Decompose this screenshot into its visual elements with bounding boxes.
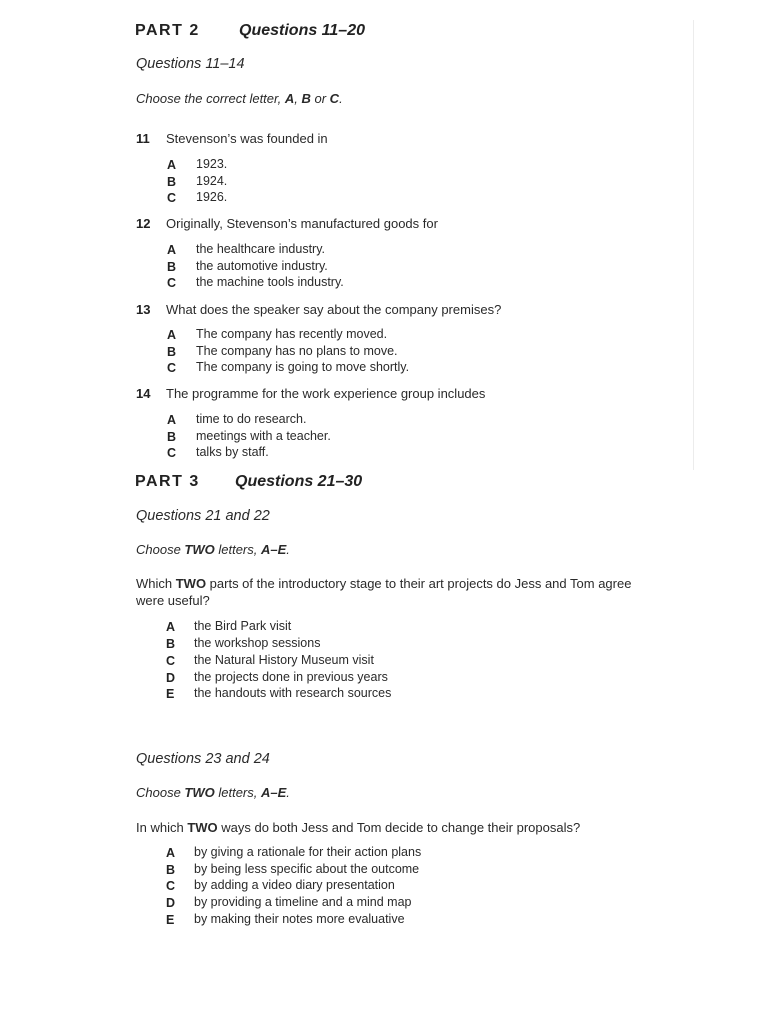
group-instruction [136,785,290,800]
instruction-text: Choose [136,542,185,557]
option-text: the healthcare industry. [196,242,326,256]
instruction-text: Choose the correct letter, [136,91,285,106]
instruction-bold: A–E [261,785,287,800]
stem-text: parts of the introductory stage to their art projects do Jess and Tom agree were useful? [136,576,632,608]
instruction-comma: , [294,91,302,106]
instruction-bold: TWO [184,542,215,557]
option-row[interactable] [166,894,412,911]
option-letter: A [166,620,176,634]
option-letter: A [166,846,176,860]
instruction-or: or [310,91,330,106]
option-letter: C [167,446,177,460]
question-text: The programme for the work experience group includes [166,386,486,401]
option-row[interactable] [167,359,410,376]
option-letter: B [167,175,177,189]
group-heading: Questions 23 and 24 [136,751,270,767]
part3-range: Questions 21–30 [235,473,363,490]
option-row[interactable] [166,652,374,669]
option-letter: A [167,243,177,257]
instruction-letter-a: A [284,91,295,106]
option-text: 1926. [196,190,228,204]
option-row[interactable] [166,844,422,861]
question-text: Originally, Stevenson’s manufactured goods for [166,216,438,231]
question-number: 14 [136,386,151,401]
option-text: the automotive industry. [196,259,328,273]
instruction-letter-b: B [301,91,311,106]
option-row[interactable] [166,685,392,702]
stem-text: ways do both Jess and Tom decide to change their proposals? [217,820,581,835]
question-number: 12 [136,216,151,231]
option-row[interactable] [167,241,326,258]
option-text: the Bird Park visit [194,619,292,633]
question-number: 13 [136,302,151,317]
stem-text: Which [136,576,176,591]
option-letter: C [166,654,176,668]
option-row[interactable] [167,189,228,206]
option-text: the handouts with research sources [194,686,392,700]
instruction-text: Choose [136,785,185,800]
option-text: The company has no plans to move. [196,344,398,358]
option-row[interactable] [167,428,331,445]
option-letter: D [166,896,176,910]
option-text: talks by staff. [196,445,269,459]
part2-range: Questions 11–20 [239,22,365,39]
option-letter: A [167,328,177,342]
part2-label: PART 2 [135,22,200,39]
instruction-text: letters, [214,785,261,800]
option-row[interactable] [167,258,328,275]
question-text: Stevenson’s was founded in [166,131,328,146]
stem-text: In which [136,820,188,835]
option-text: by adding a video diary presentation [194,878,395,892]
part3-label: PART 3 [135,473,200,490]
option-text: the projects done in previous years [194,670,388,684]
instruction-end: . [339,91,343,106]
option-row[interactable] [167,274,344,291]
question-text: What does the speaker say about the company premises? [166,302,502,317]
instruction-end: . [286,785,290,800]
stem-bold: TWO [187,820,218,835]
option-row[interactable] [166,669,388,686]
option-letter: D [166,671,176,685]
option-row[interactable] [166,861,420,878]
part2-instruction [136,91,343,106]
group-heading: Questions 21 and 22 [136,508,270,524]
scan-edge-line [693,20,694,470]
option-row[interactable] [166,635,321,652]
option-letter: E [166,687,175,701]
group-instruction [136,542,290,557]
option-text: the machine tools industry. [196,275,344,289]
option-text: The company is going to move shortly. [196,360,410,374]
option-row[interactable] [167,343,398,360]
instruction-letter-c: C [329,91,340,106]
option-text: meetings with a teacher. [196,429,331,443]
stem-bold: TWO [175,576,207,591]
option-letter: C [167,361,177,375]
part2-group-heading: Questions 11–14 [136,56,245,72]
option-text: by giving a rationale for their action plans [194,845,422,859]
option-text: The company has recently moved. [196,327,388,341]
option-letter: A [167,158,177,172]
option-text: the Natural History Museum visit [194,653,374,667]
option-row[interactable] [166,618,292,635]
question-stem [136,819,656,836]
option-letter: E [166,913,175,927]
option-text: the workshop sessions [194,636,321,650]
option-row[interactable] [167,326,388,343]
option-text: by being less specific about the outcome [194,862,420,876]
option-letter: B [166,637,176,651]
instruction-text: letters, [214,542,261,557]
option-row[interactable] [167,444,269,461]
option-row[interactable] [167,173,228,190]
option-text: time to do research. [196,412,307,426]
option-letter: B [167,260,177,274]
option-letter: A [167,413,177,427]
instruction-bold: A–E [261,542,287,557]
option-row[interactable] [167,156,228,173]
instruction-end: . [286,542,290,557]
option-row[interactable] [166,877,395,894]
option-letter: C [167,276,177,290]
option-text: by making their notes more evaluative [194,912,405,926]
option-text: 1923. [196,157,228,171]
option-row[interactable] [167,411,307,428]
option-letter: C [167,191,177,205]
option-letter: B [167,430,177,444]
option-text: 1924. [196,174,228,188]
option-letter: B [167,345,177,359]
option-row[interactable] [166,911,405,928]
option-letter: B [166,863,176,877]
option-text: by providing a timeline and a mind map [194,895,412,909]
question-stem [136,575,646,609]
question-number: 11 [136,131,150,146]
option-letter: C [166,879,176,893]
instruction-bold: TWO [184,785,215,800]
